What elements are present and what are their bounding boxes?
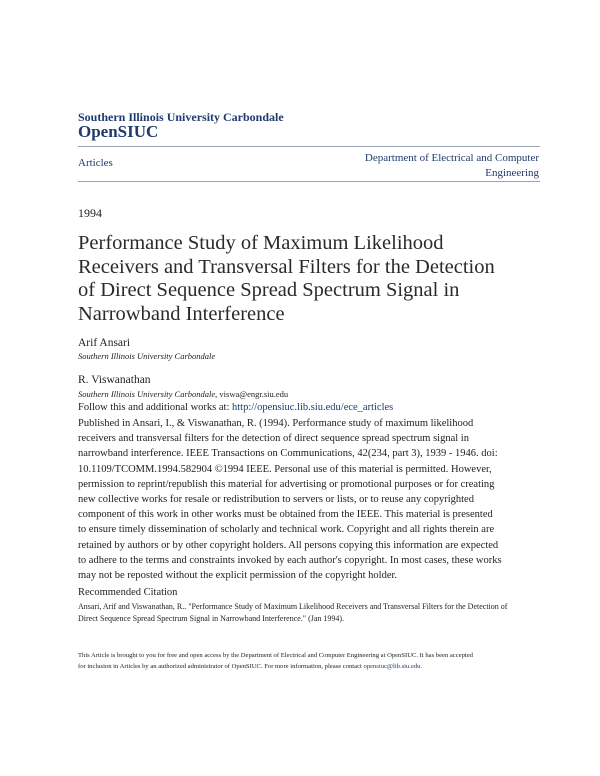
affiliation-text: Southern Illinois University Carbondale [78,389,216,399]
department-line-2: Engineering [485,167,539,179]
footer-line: This Article is brought to you for free and open access by the Department of Electrical and Computer Engineering at OpenSIUC. It has been accepted [78,652,473,659]
author-name: R. Viswanathan [78,374,151,386]
divider [78,146,540,147]
publication-note [78,416,540,583]
note-line: retained by authors or by other copyright holders. All persons copying this information are expected [78,539,499,551]
note-line: narrowband interference. IEEE Transactions on Communications, 42(234, part 3), 1939 - 1946. doi: [78,448,498,460]
footer-text: . [420,662,423,670]
collection-link-articles[interactable]: Articles [78,157,113,169]
note-line: Published in Ansari, I., & Viswanathan, R. (1994). Performance study of maximum likelihood [78,418,474,429]
collection-link-department[interactable] [329,151,539,181]
follow-text: Follow this and additional works at: [78,402,232,413]
publication-year: 1994 [78,206,102,220]
citation-line: Direct Sequence Spread Spectrum Signal in Narrowband Interference." (Jan 1994). [78,613,345,623]
author-affiliation [78,389,288,399]
note-line: new collective works for resale or redistribution to servers or lists, or to reuse any copyrighted [78,494,474,506]
recommended-citation-heading: Recommended Citation [78,587,178,598]
affiliation-text: Southern Illinois University Carbondale [78,351,216,361]
title-line: Narrowband Interference [78,302,285,325]
citation-line: Ansari, Arif and Viswanathan, R.. "Performance Study of Maximum Likelihood Receivers and Transversal Filters for the Detection of [78,602,508,611]
author-affiliation [78,351,215,361]
author-name: Arif Ansari [78,337,131,349]
note-line: 10.1109/TCOMM.1994.582904 ©1994 IEEE. Personal use of this material is permitted. However, [78,463,492,475]
contact-email-link[interactable]: opensiuc@lib.siu.edu [363,662,421,670]
author-email: , viswa@engr.siu.edu [215,389,289,399]
note-line: may not be reposted without the explicit permission of the copyright holder. [78,570,398,582]
footer-notice [78,651,540,672]
note-line: receivers and transversal filters for the detection of direct sequence spread spectrum signal in [78,433,469,445]
article-title [78,232,538,326]
repository-name[interactable]: OpenSIUC [78,122,159,141]
note-line: permission to reprint/republish this material for advertising or promotional purposes or for creating [78,478,495,490]
department-line-1: Department of Electrical and Computer [364,152,539,164]
university-name[interactable]: Southern Illinois University Carbondale [78,110,284,124]
note-line: component of this work in other works must be obtained from the IEEE. This material is presented [78,509,493,521]
follow-line [78,402,393,413]
title-line: of Direct Sequence Spread Spectrum Signal in [78,279,460,301]
recommended-citation-text [78,601,540,624]
note-line: to ensure timely dissemination of scholarly and technical work. Copyright and all rights therein are [78,524,495,536]
divider [78,181,540,182]
collection-url-link[interactable]: http://opensiuc.lib.siu.edu/ece_articles [232,402,394,413]
note-line: to adhere to the terms and constraints invoked by each author's copyright. In most cases, these works [78,554,502,566]
footer-text: for inclusion in Articles by an authorized administrator of OpenSIUC. For more information, please contact [78,662,364,670]
title-line: Receivers and Transversal Filters for the Detection [78,255,495,278]
title-line: Performance Study of Maximum Likelihood [78,232,444,254]
footer-line [78,662,540,673]
